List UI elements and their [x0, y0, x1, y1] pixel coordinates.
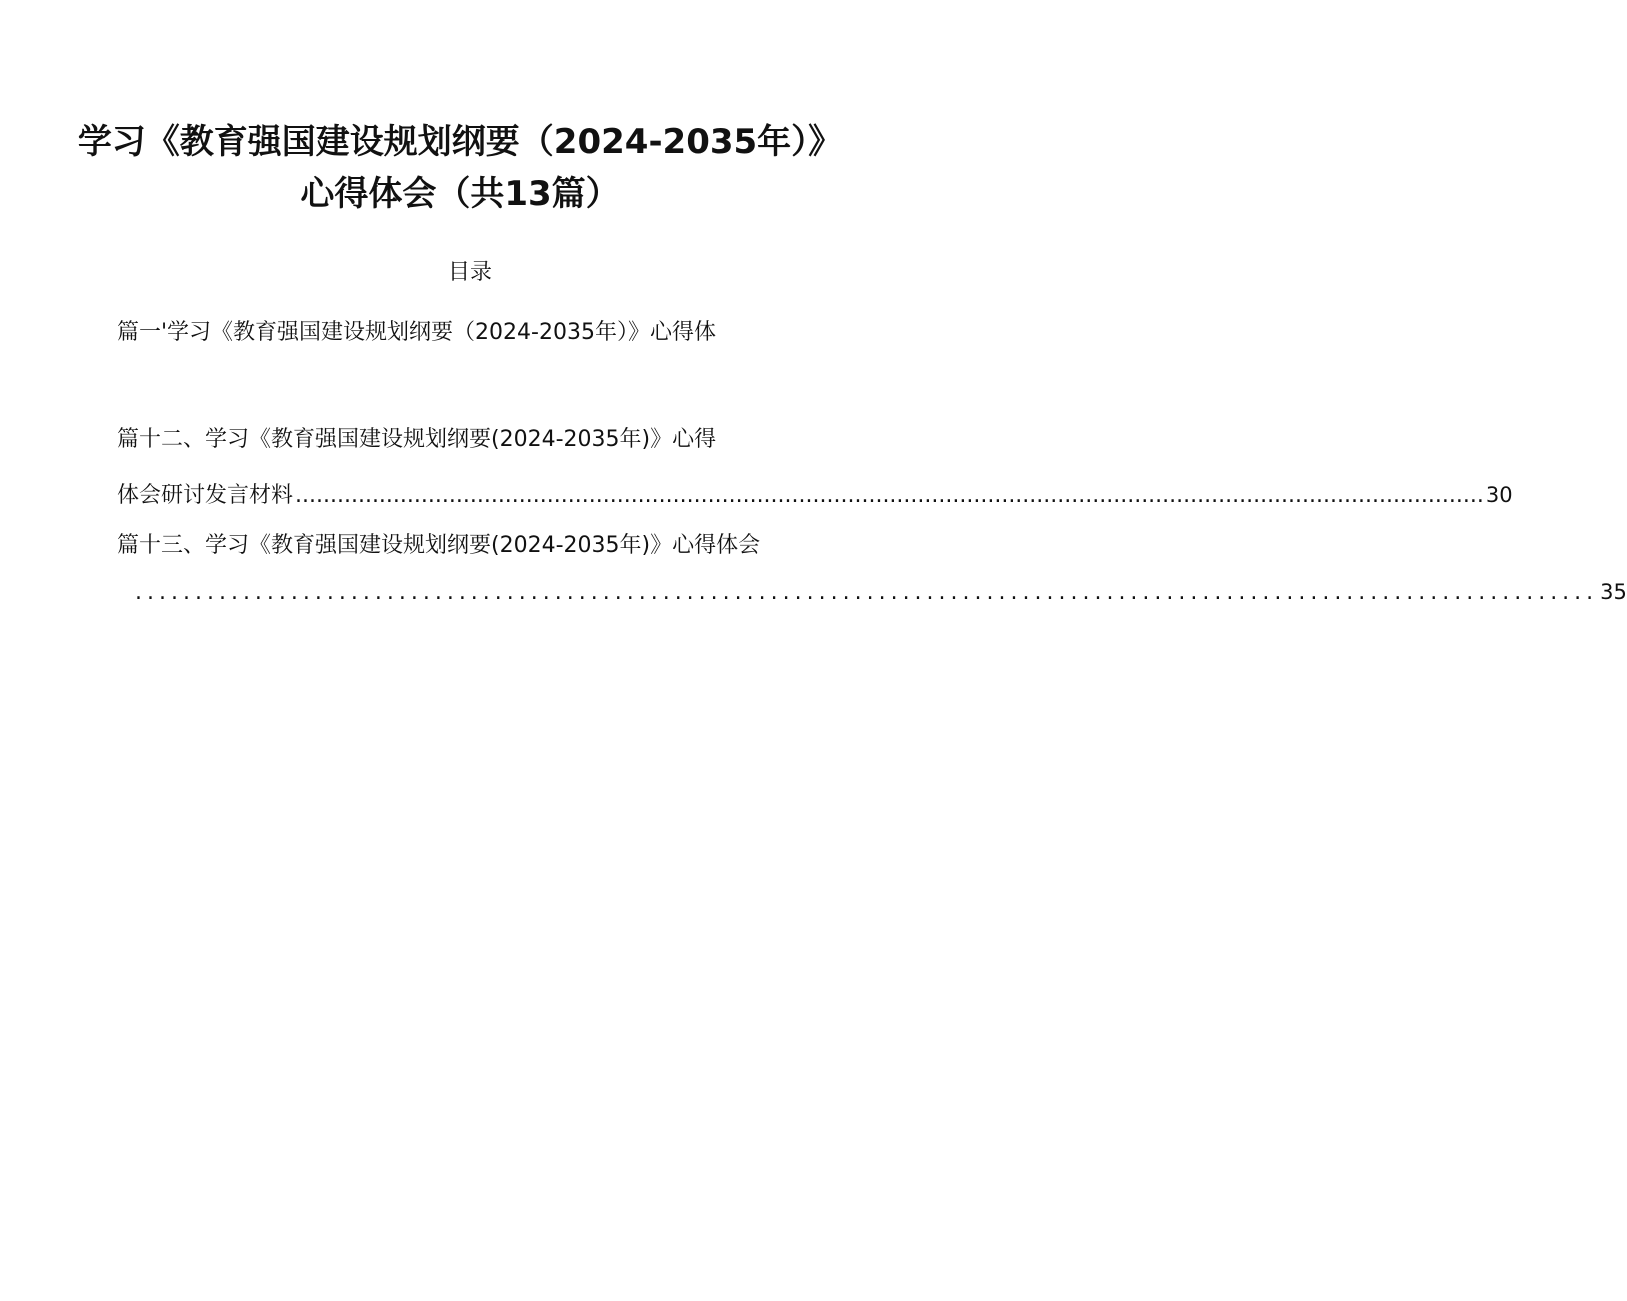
toc-entry-13-dot-leader: .......................................................................................................................... — [135, 580, 1599, 605]
toc-heading: 目录 — [447, 260, 492, 285]
document-title-line-1: 学习《教育强国建设规划纲要（2024-2035年）》 — [77, 122, 843, 162]
toc-entry-1-text: 篇一'学习《教育强国建设规划纲要（2024-2035年）》心得体 — [117, 320, 716, 345]
toc-entry-13-continued[interactable] — [117, 577, 1627, 608]
toc-entry-12-dot-leader: .......................................................................................................................................................................... — [295, 483, 1484, 508]
toc-entry-12[interactable] — [117, 425, 716, 455]
toc-entry-12-text: 篇十二、学习《教育强国建设规划纲要(2024-2035年)》心得 — [117, 427, 717, 452]
toc-entry-1[interactable] — [117, 318, 716, 348]
toc-entry-13[interactable] — [117, 531, 760, 561]
toc-entry-12-page-number: 30 — [1485, 483, 1513, 507]
toc-entry-13-text: 篇十三、学习《教育强国建设规划纲要(2024-2035年)》心得体会 — [117, 533, 761, 558]
toc-entry-12-text-continued: 体会研讨发言材料 — [117, 483, 294, 508]
toc-entry-12-continued[interactable] — [117, 480, 1513, 511]
document-title-line-2: 心得体会（共13篇） — [300, 174, 620, 214]
toc-entry-13-page-number: 35 — [1600, 580, 1627, 604]
